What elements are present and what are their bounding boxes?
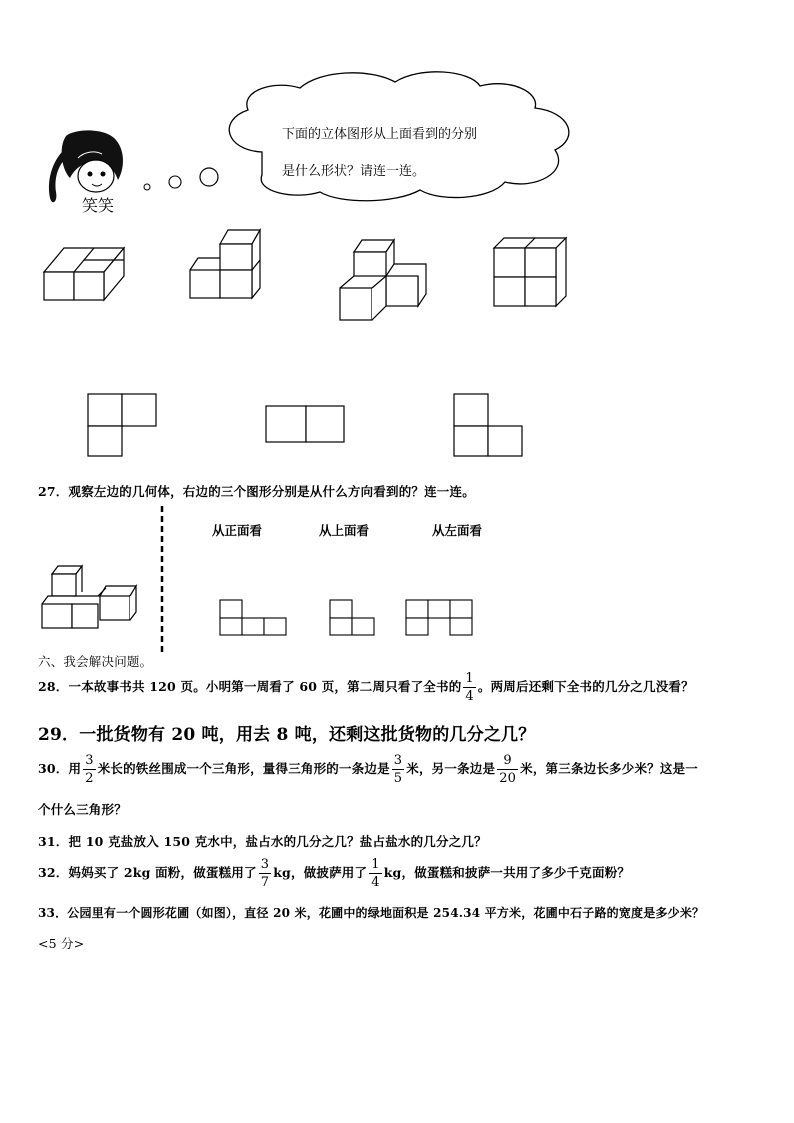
solid-figure-3 xyxy=(336,236,436,326)
view-label-top: 从上面看 xyxy=(319,523,370,538)
q28-fraction: $\frac{1}{4}$ xyxy=(465,671,474,704)
q27-view-b xyxy=(328,598,378,638)
question-33: 33．公园里有一个圆形花圃（如图），直径 20 米，花圃中的绿地面积是 254.34 平方米，花圃中石子路的宽度是多少米？ xyxy=(38,906,705,920)
flat-view-3 xyxy=(452,392,532,462)
q30-fraction-3: $\frac{9}{20}$ xyxy=(499,753,517,786)
flat-view-2 xyxy=(264,404,354,449)
question-30-line-2: 个什么三角形？ xyxy=(38,802,127,817)
solid-figure-1 xyxy=(40,240,130,310)
section-6-title: 六、我会解决问题。 xyxy=(38,654,153,669)
character-caption: 笑笑 xyxy=(82,196,115,215)
view-label-front: 从正面看 xyxy=(212,523,263,538)
question-31: 31．把 10 克盐放入 150 克水中，盐占水的几分之几？盐占盐水的几分之几？ xyxy=(38,834,487,849)
flat-view-1 xyxy=(86,392,166,462)
q27-view-a xyxy=(218,598,290,638)
q32-fraction-1: $\frac{3}{7}$ xyxy=(260,857,270,890)
question-28 xyxy=(38,672,694,703)
question-33-points: <5 分> xyxy=(38,936,85,951)
dashed-divider xyxy=(160,506,164,654)
cloud-line-1: 下面的立体图形从上面看到的分别 xyxy=(282,127,478,142)
q27-solid-figure xyxy=(40,560,150,630)
solid-figure-2 xyxy=(186,226,266,306)
question-29: 29．一批货物有 20 吨，用去 8 吨，还剩这批货物的几分之几？ xyxy=(38,725,536,745)
q28-text-2: 。两周后还剩下全书的几分之几没看？ xyxy=(477,679,694,694)
question-32: 32．妈妈买了 2kg 面粉，做蛋糕用了 $\frac{3}{7}$ kg，做披萨用了 $\frac{1}{4}$ kg，做蛋糕和披萨一共用了多少千克面粉？ xyxy=(38,857,631,890)
q32-fraction-2: $\frac{1}{4}$ xyxy=(371,857,380,890)
q27-view-c xyxy=(404,598,476,638)
view-label-left: 从左面看 xyxy=(432,523,483,538)
solid-figure-4 xyxy=(490,236,580,311)
question-30: 30．用 $\frac{3}{2}$ 米长的铁丝围成一个三角形，量得三角形的一条边是 $\frac{3}{5}$ 米，另一条边是 $\frac{9}{20}$ 米，第三条边长多少米？这是一 xyxy=(38,753,698,786)
question-27-prompt: 27．观察左边的几何体，右边的三个图形分别是从什么方向看到的？连一连。 xyxy=(38,484,475,499)
q28-text-1: 28．一本故事书共 120 页。小明第一周看了 60 页，第二周只看了全书的 xyxy=(38,679,462,694)
q30-fraction-2: $\frac{3}{5}$ xyxy=(393,753,403,786)
cloud-line-2: 是什么形状？请连一连。 xyxy=(282,164,426,179)
q30-fraction-1: $\frac{3}{2}$ xyxy=(85,753,94,786)
